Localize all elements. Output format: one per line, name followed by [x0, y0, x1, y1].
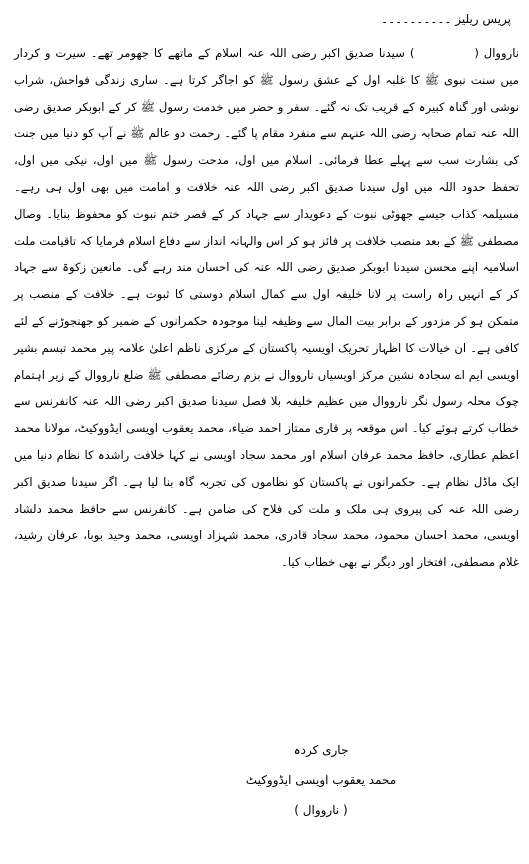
city-prefix: نارووال (	[474, 46, 519, 60]
body-text: سیدنا صدیق اکبر رضی اللہ عنہ اسلام کے ماتھے کا جھومر تھے۔ سیرت و کردار میں سنت نبوی ﷺ کا غلبہ اول کے عشق رسول ﷺ کو اجاگر کرتا ہے۔ ساری زندگی فواحش، شراب نوشی اور گناہ کبیرہ کے قریب تک نہ گئے۔ سفر و حضر میں خدمت رسول ﷺ کر کے ابوبکر صدیق رضی اللہ عنہ تمام صحابہ رضی اللہ عنہم سے منفرد مقام پا گئے۔ رحمت دو عالم ﷺ نے آپ کو دنیا میں جنت کی بشارت سب سے پہلے عطا فرمائی۔ اسلام میں اول، مدحت رسول ﷺ میں اول، نیکی میں اول، تحفظ حدود اللہ میں اول سیدنا صدیق اکبر رضی اللہ عنہ خلافت و امامت میں بھی اول ہی رہے۔ مسیلمہ کذاب جیسے جھوٹی نبوت کے دعویدار سے جہاد کر کے قصر ختم نبوت کو محفوظ بنایا۔ وصال مصطفی ﷺ کے بعد منصب خلافت پر فائز ہو کر اس والہانہ انداز سے دفاع اسلام فرمایا کہ تاقیامت ملت اسلامیہ اپنے محسن سیدنا ابوبکر صدیق رضی اللہ عنہ کی احسان مند رہے گی۔ مانعین زکوۃ سے جہاد کر کے انہیں راہ راست پر لانا خلیفہ اول سے کمال اسلام دوستی کا ثبوت ہے۔ خلافت کے منصب پر متمکن ہو کر مزدور کے برابر بیت المال سے وظیفہ لینا موجودہ حکمرانوں کے ضمیر کو جھنجوڑنے کے لئے کافی ہے۔ ان خیالات کا اظہار تحریک اویسیہ پاکستان کے مرکزی ناظم اعلیٰ علامہ پیر محمد تبسم بشیر اویسی ایم اے سجادہ نشین مرکز اویسیاں نارووال نے بزم رضائے مصطفی ﷺ ضلع نارووال کے زیر اہتمام چوک محلہ رسول نگر نارووال میں عظیم خلیفہ بلا فصل سیدنا صدیق اکبر رضی اللہ عنہ کانفرنس سے خطاب کرتے ہوئے کیا۔ اس موقعہ پر قاری ممتاز احمد ضیاء، محمد یعقوب اویسی ایڈووکیٹ، مولانا محمد اعظم عطاری، حافظ محمد عرفان اسلام اور محمد سجاد اویسی نے کہا خلافت راشدہ کا نظام دنیا میں ایک ماڈل نظام ہے۔ حکمرانوں نے پاکستان کو نظاموں کی تجربہ گاہ بنا لیا ہے۔ اگر سیدنا صدیق اکبر رضی اللہ عنہ کی پیروی ہی ملک و ملت کی فلاح کی ضامن ہے۔ کانفرنس سے حافظ محمد دلشاد اویسی، محمد احسان محمود، محمد سجاد قادری، محمد شہزاد اویسی، محمد وحید بوبا، عرفان رشید، غلام مصطفی، افتخار اور دیگر نے بھی خطاب کیا۔	[14, 46, 519, 570]
body-paragraph	[14, 40, 519, 576]
issued-by-label: جاری کردہ	[293, 743, 349, 757]
issuer-location: ( نارووال )	[294, 803, 348, 817]
city-suffix: )	[409, 46, 415, 60]
press-release-body	[14, 40, 519, 576]
page-heading: پریس ریلیز ۔۔۔۔۔۔۔۔۔۔	[381, 12, 511, 26]
issuer-block	[231, 735, 411, 825]
issuer-name: محمد یعقوب اویسی ایڈووکیٹ	[245, 773, 397, 787]
